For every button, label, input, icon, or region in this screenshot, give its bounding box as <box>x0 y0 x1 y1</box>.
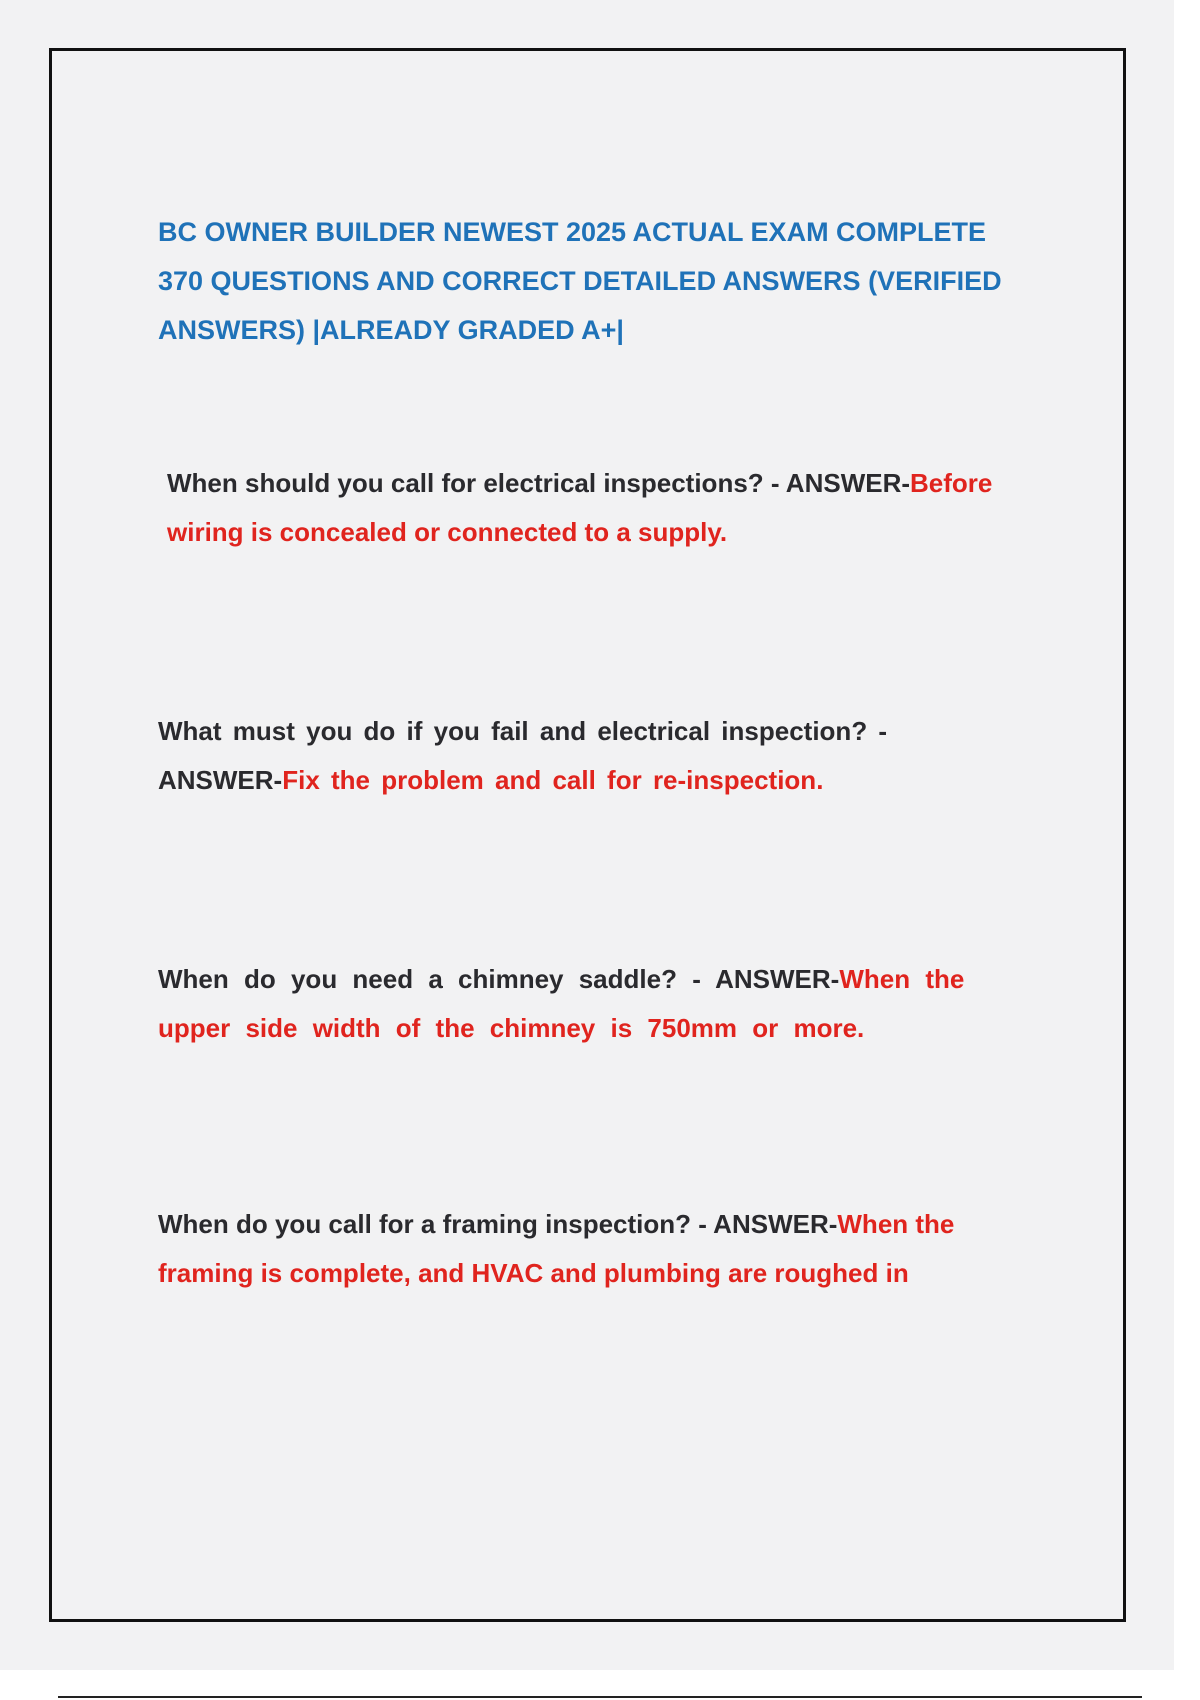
answer-text: Before wiring is concealed or connected to a supply. <box>167 468 993 547</box>
question-text: When do you need a chimney saddle? - ANSWER- <box>158 964 840 994</box>
qa-item-framing-inspection <box>158 1200 988 1298</box>
qa-item-failed-inspection <box>158 707 958 805</box>
question-text: What must you do if you fail and electrical inspection? - ANSWER- <box>158 716 888 795</box>
answer-text: Fix the problem and call for re-inspection. <box>282 765 824 795</box>
question-text: When do you call for a framing inspection? - ANSWER- <box>158 1209 838 1239</box>
answer-text: When the upper side width of the chimney is 750mm or more. <box>158 964 965 1043</box>
document-title: BC OWNER BUILDER NEWEST 2025 ACTUAL EXAM COMPLETE 370 QUESTIONS AND CORRECT DETAILED ANSWERS (VERIFIED ANSWERS) |ALREADY GRADED A+| <box>158 217 1002 345</box>
question-text: When should you call for electrical inspections? - ANSWER- <box>167 468 911 498</box>
answer-text: When the framing is complete, and HVAC and plumbing are roughed in <box>158 1209 955 1288</box>
qa-item-electrical-inspection <box>167 459 997 557</box>
qa-item-chimney-saddle <box>158 955 1028 1053</box>
bottom-divider <box>58 1696 1142 1698</box>
